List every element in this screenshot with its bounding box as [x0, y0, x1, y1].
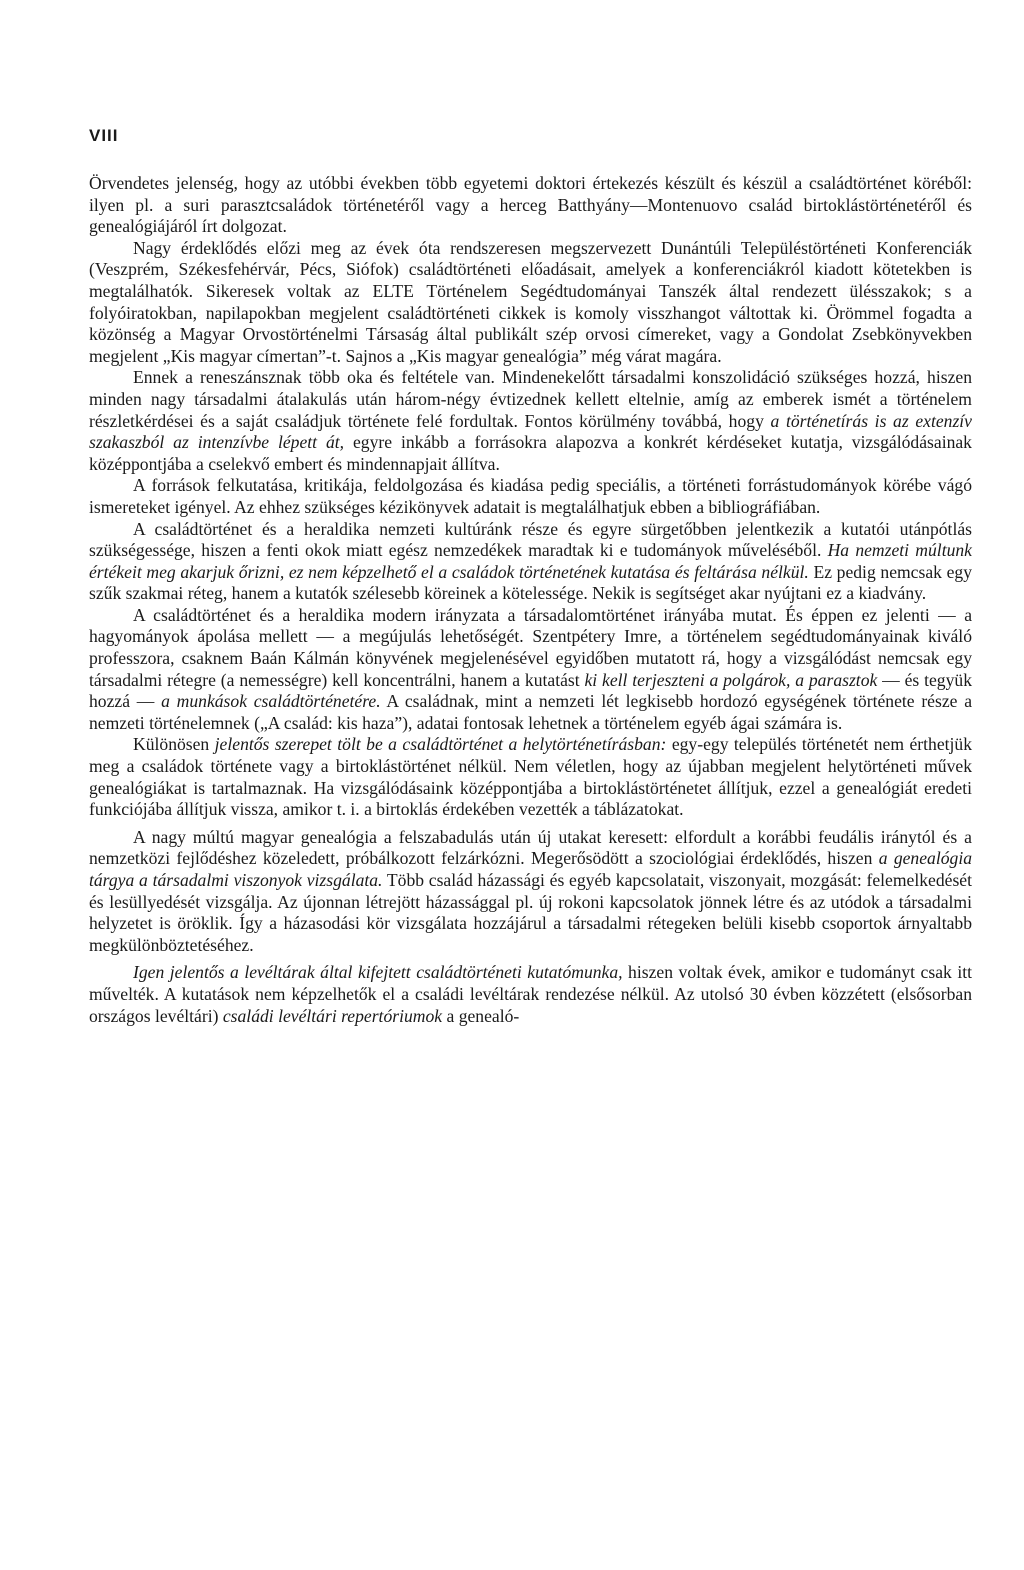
italic-emphasis: jelentős szerepet tölt be a családtörténet a helytörténetírásban:	[214, 734, 667, 755]
italic-emphasis: ki kell terjeszteni a polgárok, a parasztok	[584, 669, 878, 690]
italic-emphasis: Igen jelentős a levéltárak által kifejtett családtörténeti kutatómunka,	[133, 962, 623, 983]
text-run: egy-egy település történetét nem érthetjük meg a családok története vagy a birtoklástörténet nélkül. Nem véletlen, hogy az újabban megjelent helytörténeti művek genealógiákat is tartalmaznak. Ha vizsgálódásaink középpontjába a birtoklástörténetet állítjuk, ezzel a genealógiát eredeti funkciójába állítjuk vissza, amikor t. i. a birtoklás érdekében vezették a táblázatokat.	[89, 734, 972, 820]
text-run: A nagy múltú magyar genealógia a felszabadulás után új utakat keresett: elfordult a korábbi feudális iránytól és a nemzetközi fejlődéshez közeledett, próbálkozott felzárkózni. Megerősödött a szociológiai érdeklődés, hiszen	[89, 826, 972, 869]
paragraph	[89, 827, 972, 957]
italic-emphasis: Ha nemzeti múltunk értékeit meg akarjuk őrizni, ez nem képzelhető el a családok történetének kutatása és feltárása nélkül.	[89, 540, 972, 582]
paragraph	[89, 173, 972, 238]
text-run: egyre inkább a forrásokra alapozva a konkrét kérdéseket kutatja, vizsgálódásainak középpontjába a cselekvő embert és mindennapjait állítva.	[89, 432, 972, 474]
paragraph	[89, 475, 972, 518]
text-run: Örvendetes jelenség, hogy az utóbbi években több egyetemi doktori értekezés készült és készül a családtörténet köréből: ilyen pl. a suri parasztcsaládok történetéről vagy a herceg Batthyány—Montenuovo család birtoklástörténetéről és genealógiájáról írt dolgozat.	[89, 173, 972, 237]
text-run: Több család házassági és egyéb kapcsolatait, viszonyait, mozgását: felemelkedését és lesüllyedését vizsgálja. Az újonnan létrejött házassággal pl. új rokoni kapcsolatok jönnek létre és az utódok a társadalmi helyzetet is öröklik. Így a házasodási kör vizsgálata hozzájárul a társadalmi rétegeken belüli kisebb csoportok árnyaltabb megkülönböztetéséhez.	[89, 870, 972, 955]
text-run: — és tegyük hozzá —	[89, 669, 972, 712]
text-run: Ez pedig nemcsak egy szűk szakmai réteg, hanem a kutatók szélesebb köreinek a kötelessége. Nekik is segítséget akar nyújtani ez a kiadvány.	[89, 561, 972, 604]
text-run: hiszen voltak évek, amikor e tudományt csak itt művelték. A kutatások nem képzelhetők el a családi levéltárak rendezése nélkül. Az utolsó 30 évben közzétett (elsősorban országos levéltári)	[89, 962, 972, 1026]
italic-emphasis: a történetírás is az extenzív szakaszból az intenzívbe lépett át,	[89, 410, 972, 453]
page-number: VIII	[89, 126, 119, 145]
paragraph	[89, 962, 972, 1027]
text-run: A családtörténet és a heraldika modern irányzata a társadalomtörténet irányába mutat. És éppen ez jelenti — a hagyományok ápolása mellett — a megújulás lehetőségét. Szentpétery Imre, a történelem segédtudományainak kiváló professzora, csaknem Baán Kálmán könyvének megjelenésével egyidőben mutatott rá, hogy a vizsgálódást nemcsak egy társadalmi rétegre (a nemességre) kell koncentrálni, hanem a kutatást	[89, 604, 972, 690]
paragraph	[89, 605, 972, 735]
text-run: Nagy érdeklődés előzi meg az évek óta rendszeresen megszervezett Dunántúli Településtörténeti Konferenciák (Veszprém, Székesfehérvár, Pécs, Siófok) családtörténeti előadásait, amelyek a konferenciákról kiadott kötetekben is megtalálhatók. Sikeresek voltak az ELTE Történelem Segédtudományai Tanszék által rendezett ülésszakok; s a folyóiratokban, napilapokban megjelent családtörténeti cikkek is komoly visszhangot váltottak ki. Örömmel fogadta a közönség a Magyar Orvostörténelmi Társaság által publikált szép orvosi címereket, vagy a Gondolat Zsebkönyvekben megjelent „Kis magyar címertan”-t. Sajnos a „Kis magyar genealógia” még várat magára.	[89, 237, 972, 366]
text-run: A források felkutatása, kritikája, feldolgozása és kiadása pedig speciális, a történeti forrástudományok körébe vágó ismereteket igényel. Az ehhez szükséges kézikönyvek adatait is megtalálhatjuk ebben a bibliográfiában.	[89, 475, 972, 517]
italic-emphasis: a genealógia tárgya a társadalmi viszonyok vizsgálata.	[89, 848, 973, 890]
text-run: A családnak, mint a nemzeti lét legkisebb hordozó egységének története része a nemzeti történelemnek („A család: kis haza”), adatai fontosak lehetnek a történelem egyéb ágai számára is.	[89, 691, 973, 733]
body-text	[89, 173, 972, 1027]
paragraph	[89, 367, 972, 475]
italic-emphasis: családi levéltári repertóriumok	[222, 1005, 443, 1026]
paragraph	[89, 238, 972, 368]
text-run: Ennek a reneszánsznak több oka és feltétele van. Mindenekelőtt társadalmi konszolidáció szükséges hozzá, hiszen minden nagy társadalmi átalakulás után három-négy évtizednek kellett eltelnie, amíg az emberek ismét a történelem részletkérdései és a saját családjuk története felé fordultak. Fontos körülmény továbbá, hogy	[89, 367, 972, 431]
paragraph	[89, 519, 972, 605]
text-run: Különösen	[133, 734, 215, 755]
text-run: A családtörténet és a heraldika nemzeti kultúránk része és egyre sürgetőbben jelentkezik a kutatói utánpótlás szükségessége, hiszen a fenti okok miatt egész nemzedékek maradtak ki e tudományok műveléséből.	[89, 518, 972, 561]
italic-emphasis: a munkások családtörténetére.	[161, 691, 381, 712]
paragraph	[89, 734, 972, 820]
text-run: a genealó-	[442, 1005, 520, 1026]
